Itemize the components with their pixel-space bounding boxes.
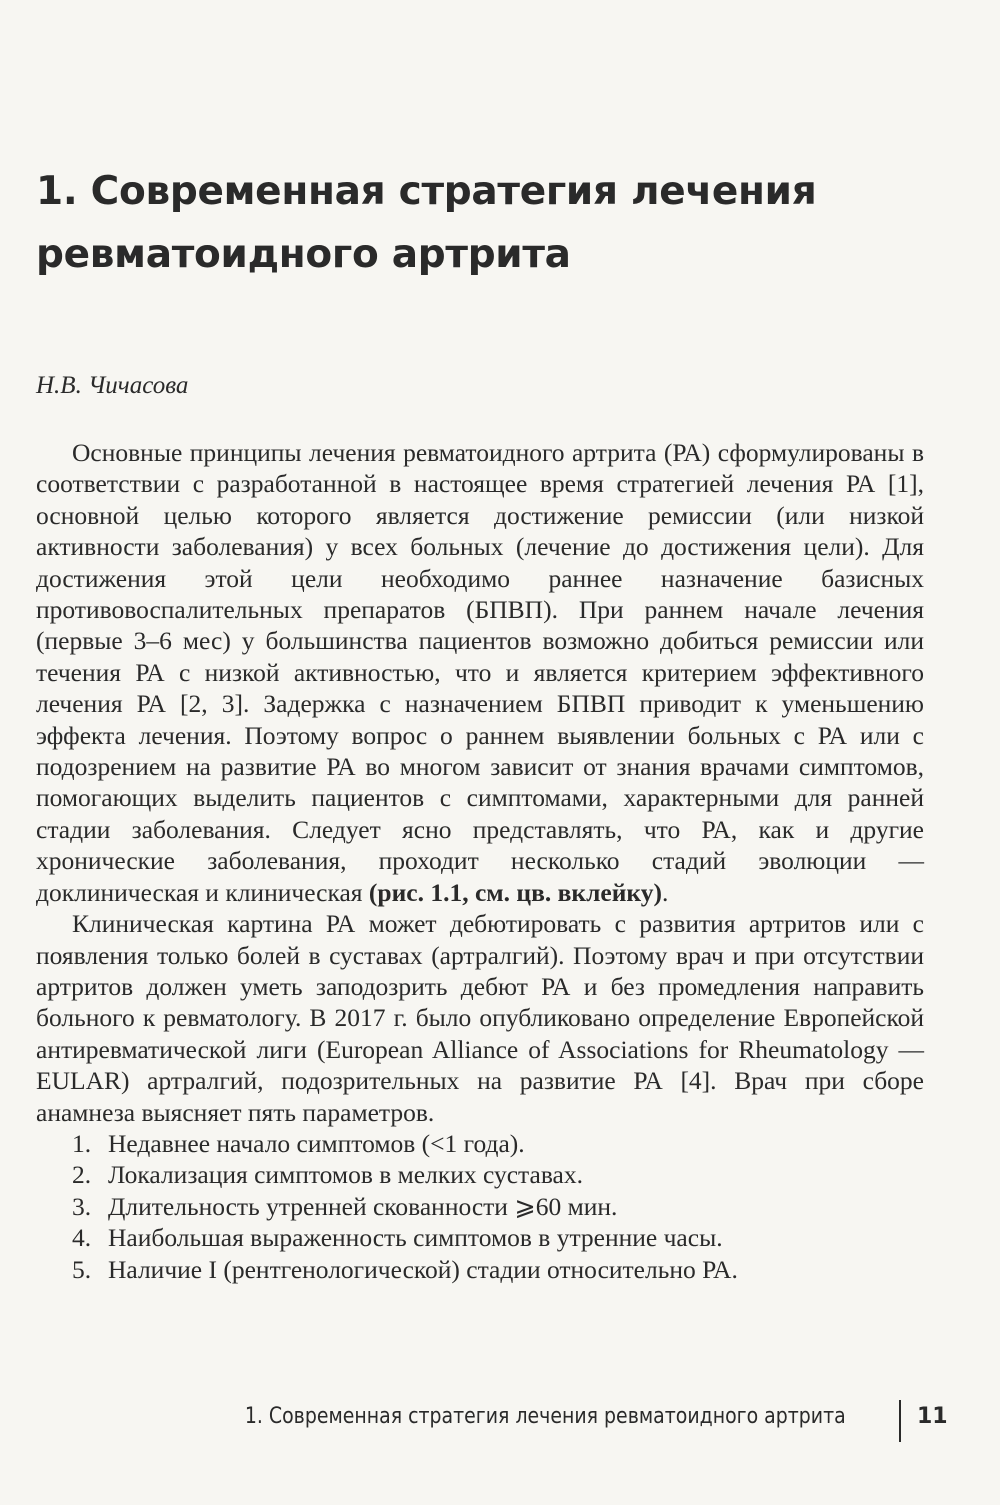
body-text	[36, 437, 924, 1285]
list-item-text: Наибольшая выраженность симптомов в утренние часы.	[108, 1223, 723, 1253]
list-item	[36, 1222, 924, 1253]
criteria-list	[36, 1128, 924, 1285]
list-item-number: 5.	[72, 1254, 92, 1284]
list-item-text: Наличие I (рентгенологической) стадии относительно РА.	[108, 1254, 738, 1284]
footer-running-title: 1. Современная стратегия лечения ревматоидного артрита	[245, 1404, 846, 1429]
list-item	[36, 1128, 924, 1159]
running-footer	[245, 1400, 960, 1444]
list-item-number: 4.	[72, 1223, 92, 1253]
paragraph-1	[36, 437, 924, 908]
paragraph-1-text: Основные принципы лечения ревматоидного артрита (РА) сформулированы в соответствии с разработанной в настоящее время стратегией лечения РА [1], основной целью которого является достижение ремиссии (или низкой активности заболевания) у всех больных (лечение до достижения цели). Для достижения этой цели необходимо раннее назначение базисных противовоспалительных препаратов (БПВП). При раннем начале лечения (первые 3–6 мес) у большинства пациентов возможно добиться ремиссии или течения РА с низкой активностью, что и является критерием эффективного лечения РА [2, 3]. Задержка с назначением БПВП приводит к уменьшению эффекта лечения. Поэтому вопрос о раннем выявлении больных с РА или с подозрением на развитие РА во многом зависит от знания врачами симптомов, помогающих выделить пациентов с симптомами, характерными для ранней стадии заболевания. Следует ясно представлять, что РА, как и другие хронические заболевания, проходит несколько стадий эволюции — доклиническая и клиническая	[36, 438, 924, 907]
list-item-number: 2.	[72, 1160, 92, 1190]
paragraph-1-end: .	[661, 877, 669, 907]
footer-divider	[899, 1400, 901, 1442]
list-item-number: 1.	[72, 1128, 92, 1158]
list-item	[36, 1159, 924, 1190]
author-name: Н.В. Чичасова	[36, 372, 189, 399]
page-number: 11	[917, 1404, 948, 1429]
list-item-text: Длительность утренней скованности ⩾60 мин.	[108, 1191, 618, 1221]
list-item-number: 3.	[72, 1191, 92, 1221]
paragraph-2: Клиническая картина РА может дебютировать с развития артритов или с появления только болей в суставах (артралгий). Поэтому врач и при отсутствии артритов должен уметь заподозрить дебют РА и без промедления направить больного к ревматологу. В 2017 г. было опубликовано определение Европейской антиревматической лиги (European Alliance of Associations for Rheumatology — EULAR) артралгий, подозрительных на развитие РА [4]. Врач при сборе анамнеза выясняет пять параметров.	[36, 909, 924, 1127]
list-item	[36, 1254, 924, 1285]
list-item	[36, 1191, 924, 1222]
figure-reference: (рис. 1.1, см. цв. вклейку)	[368, 877, 662, 907]
list-item-text: Недавнее начало симптомов (<1 года).	[108, 1128, 525, 1158]
chapter-title: 1. Современная стратегия лечения ревматоидного артрита	[36, 169, 817, 277]
list-item-text: Локализация симптомов в мелких суставах.	[108, 1160, 583, 1190]
